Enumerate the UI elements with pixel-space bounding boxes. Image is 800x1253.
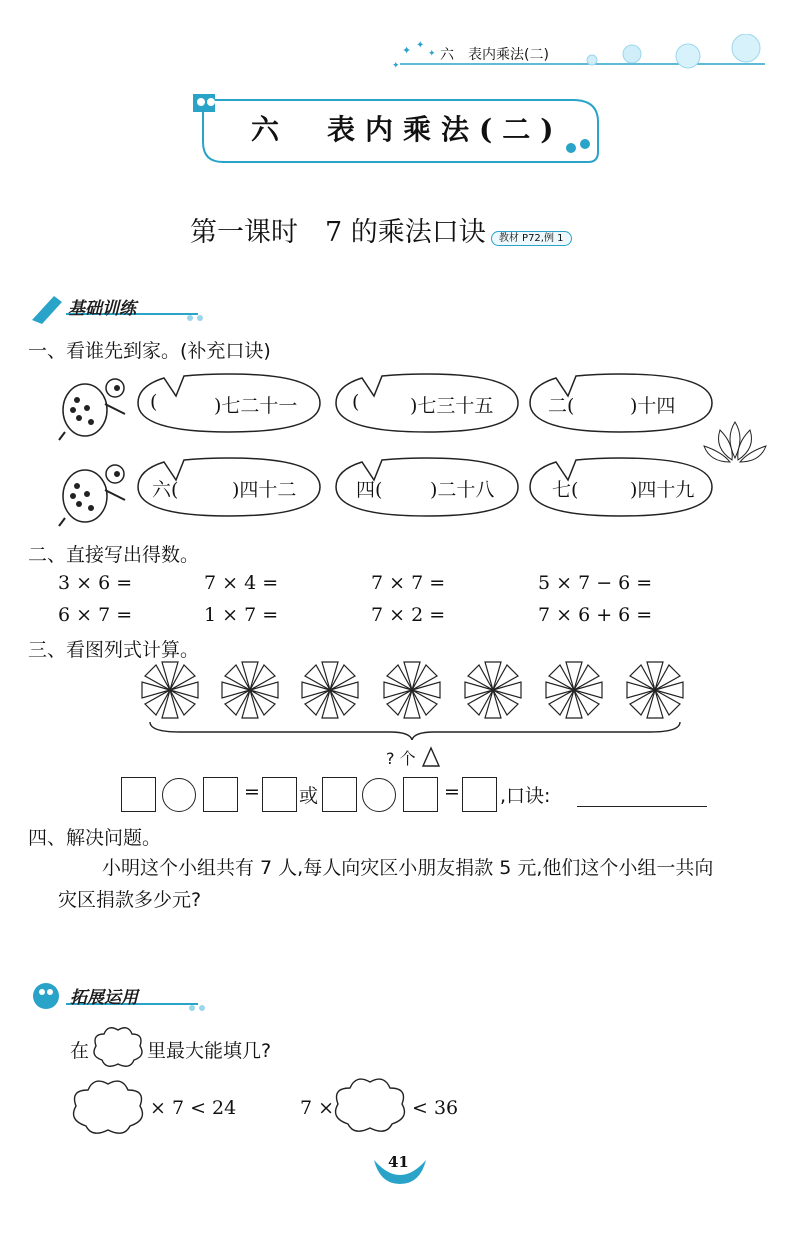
calc-item: 6 × 7 = [58,604,133,626]
brace-caption [386,746,441,769]
pinwheel-figure [140,660,700,740]
brace [150,722,680,740]
flower-icon [90,1024,146,1070]
calc-item: 3 × 6 = [58,572,133,594]
section-basic [28,290,208,326]
pinwheel-icon [465,662,521,718]
section-basic-label: 基础训练 [68,299,136,319]
lesson-title-row [190,210,572,249]
pad-right: )四十九 [630,479,695,501]
equals-sign: = [444,781,460,803]
pad-right: )四十二 [232,479,297,501]
lily-pad [134,454,324,520]
ext-prompt-pre: 在 [70,1040,90,1062]
page-number: 41 [388,1153,409,1171]
q4-title: 四、解决问题。 [28,827,162,849]
svg-text:✦: ✦ [416,40,425,51]
running-header [380,34,780,74]
answer-box[interactable] [403,777,438,812]
svg-text:✦: ✦ [428,49,436,59]
q2-title: 二、直接写出得数。 [28,544,200,566]
lesson-title: 第一课时 7 的乘法口诀 [190,217,486,248]
pinwheel-icon [302,662,358,718]
section-extend-label: 拓展运用 [70,988,138,1008]
pad-left: 六( [152,479,179,501]
q4-line2: 灾区捐款多少元? [58,889,202,911]
triangle-icon [421,746,441,768]
pinwheel-icon [627,662,683,718]
pad-right: )十四 [630,395,676,417]
operator-circle[interactable] [162,778,196,812]
pad-left: ( [150,391,158,413]
section-extend [28,978,208,1014]
pad-left: ( [352,391,360,413]
svg-text:✦: ✦ [392,61,400,71]
textbook-reference: 教材 P72,例 1 [491,231,572,246]
pad-right: )七三十五 [410,395,494,417]
lily-pad [332,454,522,520]
flower-blank[interactable] [330,1076,410,1138]
ext-prompt-post: 里最大能填几? [147,1040,272,1062]
lily-pad [526,454,716,520]
chapter-banner [193,92,613,172]
pinwheel-icon [546,662,602,718]
or-text: 或 [299,785,319,807]
ext-equation-2-pre: 7 × [300,1097,335,1119]
pad-left: 二( [548,395,575,417]
header-chapter: 六 表内乘法(二) [440,47,549,63]
pinwheel-icon [222,662,278,718]
banner-title: 六 表内乘法(二) [251,113,564,146]
ext-equation-1: × 7 < 24 [150,1097,237,1119]
caption-text: ? 个 [386,749,416,768]
answer-box[interactable] [462,777,497,812]
equals-sign: = [244,781,260,803]
ext-equation-2-post: < 36 [412,1097,459,1119]
calc-item: 7 × 7 = [371,572,446,594]
koujue-label: ,口诀: [500,785,551,807]
calc-item: 5 × 7 − 6 = [538,572,653,594]
frog-icon [55,460,135,530]
calc-item: 1 × 7 = [204,604,279,626]
operator-circle[interactable] [362,778,396,812]
answer-box[interactable] [121,777,156,812]
calc-item: 7 × 2 = [371,604,446,626]
q1-title: 一、看谁先到家。(补充口诀) [28,340,271,362]
q4-line1: 小明这个小组共有 7 人,每人向灾区小朋友捐款 5 元,他们这个小组一共向 [102,857,714,879]
koujue-answer-line[interactable] [577,806,707,807]
answer-box[interactable] [262,777,297,812]
lily-pad [332,370,522,436]
pinwheel-icon [384,662,440,718]
pinwheel-icon [142,662,198,718]
pad-right: )二十八 [430,479,495,501]
answer-box[interactable] [203,777,238,812]
pad-right: )七二十一 [214,395,298,417]
pad-left: 七( [552,479,579,501]
svg-text:✦: ✦ [402,44,412,57]
calc-item: 7 × 6 + 6 = [538,604,653,626]
answer-box[interactable] [322,777,357,812]
pad-left: 四( [356,479,383,501]
lily-pad [134,370,324,436]
flower-blank[interactable] [68,1078,148,1138]
frog-icon [55,374,135,444]
lily-pad [526,370,716,436]
q3-title: 三、看图列式计算。 [28,639,200,661]
calc-item: 7 × 4 = [204,572,279,594]
